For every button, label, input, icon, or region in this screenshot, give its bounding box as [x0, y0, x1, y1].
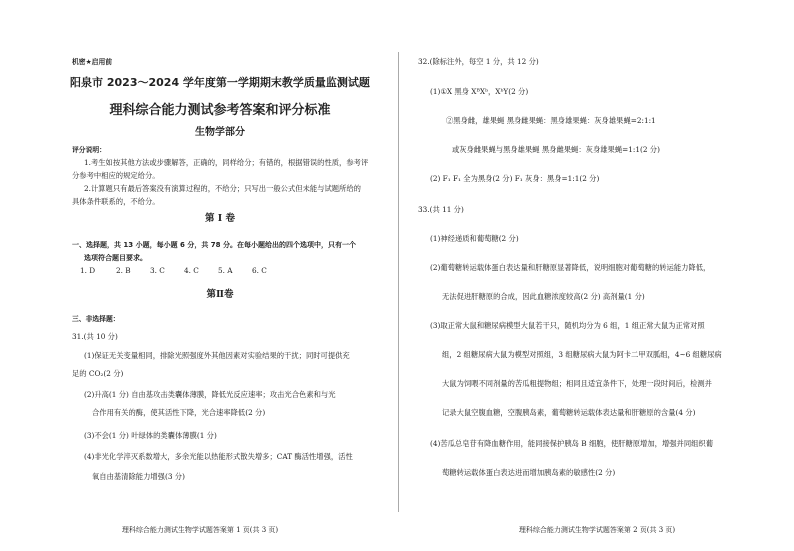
nonchoice-heading: 三、非选择题： [72, 315, 120, 323]
page-2-footer: 理科综合能力测试生物学试题答案第 2 页(共 3 页) [518, 526, 676, 534]
q31-part-1: (1)保证无关变量相同，排除光照强度外其他因素对实验结果的干扰；同时可提供充 [84, 351, 350, 360]
q33-part-3-line-2: 组，2 组糖尿病大鼠为模型对照组，3 组糖尿病大鼠为阿卡二甲双胍组，4~6 组糖尿病 [442, 350, 722, 359]
scoring-heading: 评分说明： [72, 146, 106, 154]
confidential-label: 机密★启用前 [72, 58, 113, 66]
q31-heading: 31.(共 10 分) [72, 332, 118, 341]
q33-part-3: (3)取正常大鼠和糖尿病模型大鼠若干只，随机均分为 6 组，1 组正常大鼠为正常对照 [430, 321, 705, 330]
choice-answer-4: 4. C [184, 266, 199, 275]
q33-heading: 33.(共 11 分) [418, 205, 464, 214]
choice-instructions: 一、选择题，共 13 小题，每小题 6 分，共 78 分。在每小题给出的四个选项中，只有一个 [72, 241, 356, 249]
choice-answer-6: 6. C [252, 266, 267, 275]
q31-part-4-cont: 氧自由基清除能力增强(3 分) [92, 472, 185, 481]
q33-part-2: (2)葡萄糖转运载体蛋白表达量和肝糖原显著降低，说明细胞对葡萄糖的转运能力降低， [430, 263, 711, 272]
choice-answer-1: 1. D [80, 266, 96, 275]
subject-title: 生物学部分 [195, 127, 245, 138]
q31-part-4: (4)非光化学淬灭系数增大，多余光能以热能形式散失增多；CAT 酶活性增强，活性 [84, 452, 353, 461]
exam-title: 阳泉市 2023～2024 学年度第一学期期末教学质量监测试题 [70, 76, 370, 89]
q33-part-4-cont: 萄糖转运载体蛋白表达进而增加胰岛素的敏感性(2 分) [442, 468, 616, 477]
page-1-footer: 理科综合能力测试生物学试题答案第 1 页(共 3 页) [121, 526, 279, 534]
q31-part-1-cont: 足的 CO₂(2 分) [72, 369, 124, 378]
choice-instructions-cont: 选项符合题目要求。 [84, 254, 147, 262]
section-1-heading: 第 Ⅰ 卷 [204, 213, 236, 224]
q31-part-2-cont: 合作用有关的酶，使其活性下降，光合速率降低(2 分) [92, 408, 266, 417]
scoring-note-2: 2.计算题只有最后答案没有演算过程的，不给分；只写出一般公式但未能与试题所给的 [84, 184, 361, 193]
q32-part-1-option-b: 或灰身雌果蝇与黑身雄果蝇 黑身雌果蝇：灰身雄果蝇=1:1(2 分) [452, 145, 660, 154]
q33-part-2-cont: 无法促进肝糖原的合成，因此血糖浓度较高(2 分) 高剂量(1 分) [442, 292, 645, 301]
q33-part-3-line-4: 记录大鼠空腹血糖，空腹胰岛素，葡萄糖转运载体表达量和肝糖原的含量(4 分) [442, 408, 696, 417]
choice-answer-2: 2. B [116, 266, 131, 275]
answer-page-2 [400, 0, 794, 551]
scoring-note-1: 1.考生如按其他方法或步骤解答，正确的，同样给分；有错的，根据错误的性质，参考评 [84, 158, 369, 167]
q32-part-2: (2) F₁ F₁ 全为黑身(2 分) F₁ 灰身：黑身=1:1(2 分) [430, 174, 600, 183]
choice-answer-3: 3. C [150, 266, 165, 275]
q32-part-1-option-a: ②黑身雌，雄果蝇 黑身雌果蝇：黑身雄果蝇：灰身雄果蝇=2:1:1 [446, 116, 656, 125]
q32-part-1: (1)①X 黑身 XᴮXᵇ，XᵇY(2 分) [430, 87, 529, 96]
q33-part-1: (1)神经递质和葡萄糖(2 分) [430, 234, 519, 243]
q31-part-2: (2)升高(1 分) 自由基攻击类囊体薄膜，降低光反应速率；攻击光合色素和与光 [84, 390, 336, 399]
q32-heading: 32.(除标注外，每空 1 分，共 12 分) [418, 57, 539, 66]
doc-title: 理科综合能力测试参考答案和评分标准 [109, 103, 331, 118]
q31-part-3: (3)不会(1 分) 叶绿体的类囊体薄膜(1 分) [84, 431, 217, 440]
section-2-heading: 第Ⅱ卷 [206, 289, 234, 300]
scoring-note-2-cont: 具体条件联系的，不给分。 [72, 197, 160, 206]
q33-part-3-line-3: 大鼠为饲喂不同剂量的苦瓜粗提物组；相同且适宜条件下，处理一段时间后，检测并 [442, 379, 712, 388]
choice-answer-5: 5. A [218, 266, 233, 275]
q33-part-4: (4)苦瓜总皂苷有降血糖作用，能同接保护胰岛 B 细胞，使肝糖原增加，增强并同组织葡 [430, 439, 714, 448]
scoring-note-1-cont: 分参考中相应的规定给分。 [72, 171, 160, 180]
